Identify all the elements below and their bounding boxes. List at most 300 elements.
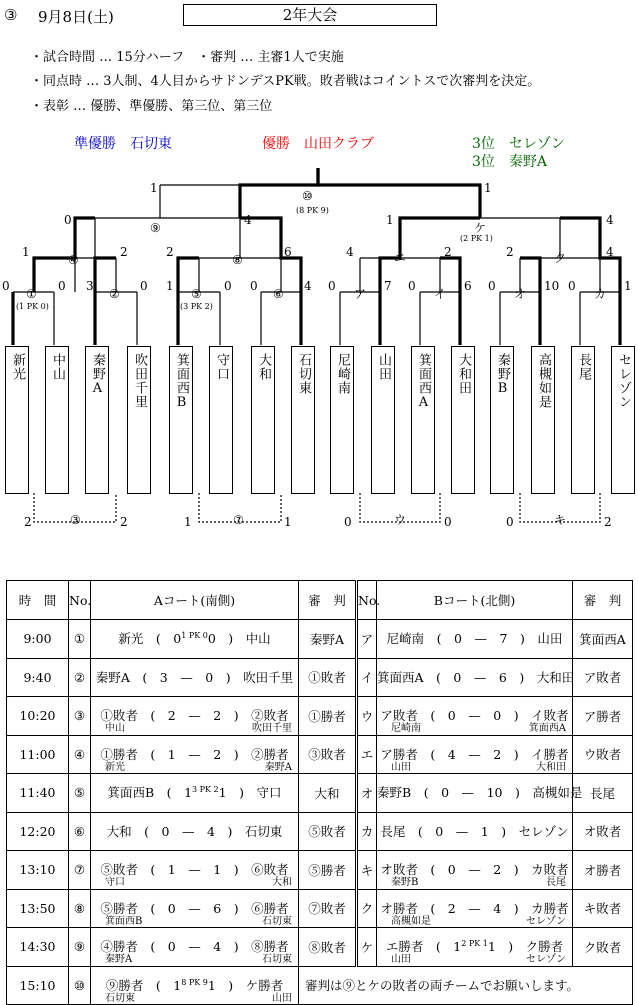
left-team-actual: 守口 (105, 877, 125, 888)
header-court-a: Aコート(南側) (91, 581, 299, 620)
match-time: 14:30 (7, 928, 69, 967)
right-team: 守口 (256, 785, 282, 800)
match-6-label: ⑥ (273, 287, 284, 301)
left-team: 大和 (106, 823, 132, 839)
right-team: セレゾン (518, 823, 569, 839)
score-round1: 0 (224, 279, 232, 293)
referee-b: ウ敗者 (573, 735, 633, 774)
left-team: ⑨勝者 (105, 977, 144, 993)
match-number-a: ① (69, 620, 91, 659)
score-round1: 1 (166, 279, 174, 293)
referee-a: ⑧敗者 (299, 928, 357, 967)
team-box (85, 346, 109, 494)
score-round1: 10 (544, 279, 560, 293)
left-team: ア敗者 (380, 708, 418, 723)
score-right: 4 (493, 900, 502, 916)
dash: — (455, 823, 469, 839)
header-referee-b: 審 判 (573, 581, 633, 620)
match-number-b: カ (357, 812, 377, 851)
right-team-actual: 石切東 (262, 915, 292, 927)
right-team: ク勝者 (525, 939, 564, 954)
team-name: 山田 (376, 353, 391, 381)
match-cell: ①勝者 ( 1 — 2 ) ②勝者 新光 秦野A (100, 746, 292, 773)
pk-score: 1 PK 0 (181, 630, 208, 640)
match-o-label: オ (514, 287, 527, 301)
match-time: 9:00 (7, 620, 69, 659)
team-box (251, 346, 275, 494)
match-cell: 大和 ( 0 — 4 ) 石切東 (106, 823, 283, 839)
match-cell: ⑤敗者 ( 1 — 1 ) ⑥敗者 守口 大和 (100, 862, 292, 888)
schedule-row (7, 735, 633, 774)
score-left: 1 (453, 939, 462, 954)
team-box (45, 346, 69, 494)
match-number-a: ⑤ (69, 774, 91, 813)
team-box (5, 346, 29, 494)
score-round1: 6 (464, 279, 472, 293)
score-semifinal: 1 (386, 213, 394, 227)
score-consolation: 0 (506, 515, 514, 529)
left-team: オ敗者 (380, 862, 418, 877)
match-8-label: ⑧ (232, 253, 243, 267)
score-right: 6 (498, 669, 507, 685)
score-right: 1 (480, 823, 489, 839)
right-team-actual: セレゾン (526, 915, 566, 927)
left-team: ア勝者 (380, 746, 418, 762)
schedule-row (7, 620, 633, 659)
page-title: 2年大会 (183, 4, 437, 26)
score-left: 1 (167, 746, 176, 762)
score-round2: 1 (22, 245, 30, 259)
match-4-label: ④ (68, 253, 79, 267)
left-team: 箕面西A (377, 669, 424, 685)
right-team: ⑥勝者 (251, 900, 289, 916)
dash: — (182, 823, 195, 839)
left-team-actual: 高槻如是 (391, 915, 431, 927)
score-left: 0 (167, 939, 176, 954)
right-team: イ敗者 (531, 708, 569, 723)
match-cell: エ勝者 ( $1^{2 PK 1}1$ ) ク勝者 山田 セレゾン (385, 938, 566, 965)
right-team-actual: 大和田 (536, 761, 566, 773)
match-ke-pk: (2 PK 1) (460, 234, 493, 243)
pk-score: 8 PK 9 (181, 977, 208, 987)
score-left: 4 (447, 746, 456, 762)
score-round1: 0 (568, 279, 576, 293)
match-number-a: ⑧ (69, 889, 91, 928)
schedule-row (7, 966, 633, 1005)
score-round2: 2 (166, 245, 174, 259)
match-7-label: ⑦ (233, 513, 244, 527)
pk-score: 2 PK 1 (461, 938, 488, 948)
match-cell: 尼崎南 ( 0 — 7 ) 山田 (386, 631, 563, 646)
result-runner-up: 準優勝 石切東 (74, 136, 172, 152)
dash: — (188, 746, 201, 762)
score-left: 0 (447, 708, 456, 723)
match-ku-label: ク (554, 251, 567, 265)
score-round2: 4 (606, 245, 614, 259)
match-number-a: ⑩ (69, 966, 91, 1005)
header-time: 時 間 (7, 581, 69, 620)
score-round2: 6 (284, 245, 292, 259)
match-time: 15:10 (7, 966, 69, 1005)
right-team-actual: 長尾 (546, 877, 566, 888)
left-team-actual: 箕面西B (105, 915, 143, 927)
team-name: 秦野B (495, 353, 510, 397)
right-team: 吹田千里 (243, 669, 294, 685)
right-team: カ勝者 (531, 900, 569, 916)
match-number-b: ク (357, 889, 377, 928)
score-consolation: 0 (344, 515, 352, 529)
referee-a: ⑤勝者 (299, 851, 357, 890)
score-right: 2 (493, 862, 502, 877)
right-team: ⑧勝者 (251, 939, 289, 954)
match-ke-label: ケ (474, 221, 487, 235)
left-team: ①勝者 (100, 746, 138, 762)
team-box (571, 346, 595, 494)
score-left: 1 (184, 785, 193, 800)
team-name: 大和田 (456, 353, 471, 395)
match-1-label: ① (26, 287, 37, 301)
result-third-2: 3位 秦野A (472, 154, 548, 170)
team-name: 石切東 (296, 353, 311, 395)
score-right: 1 (218, 785, 227, 800)
referee-b: ク敗者 (573, 928, 633, 967)
score-round1: 0 (58, 279, 66, 293)
score-left: 3 (159, 669, 168, 685)
score-consolation: 1 (284, 515, 292, 529)
match-number-b: ケ (357, 928, 377, 967)
team-box (531, 346, 555, 494)
score-final: 1 (484, 181, 492, 195)
referee-a: ①敗者 (299, 658, 357, 697)
match-cell: ①敗者 ( 2 — 2 ) ②敗者 中山 吹田千里 (100, 708, 292, 734)
match-cell: 秦野A ( 3 — 0 ) 吹田千里 (95, 669, 294, 685)
score-right: 1 (213, 862, 222, 877)
dash: — (188, 939, 201, 954)
header-no-a: No. (69, 581, 91, 620)
team-box (411, 346, 435, 494)
score-right: 6 (213, 900, 222, 916)
schedule-row (7, 928, 633, 967)
dash: — (468, 900, 481, 916)
section-number: ③ (4, 6, 18, 24)
left-team: ⑤勝者 (100, 900, 138, 916)
left-team: ④勝者 (100, 939, 138, 954)
left-team-actual: 山田 (391, 761, 411, 773)
left-team-actual: 秦野A (105, 954, 133, 965)
score-round1: 4 (304, 279, 312, 293)
team-name: 中山 (50, 353, 65, 381)
right-team: 石切東 (244, 823, 283, 839)
left-team: 箕面西B (107, 785, 155, 800)
score-round1: 0 (488, 279, 496, 293)
right-team: ⑥敗者 (251, 862, 289, 877)
team-name: 吹田千里 (132, 353, 147, 409)
match-ka-label: カ (594, 287, 607, 301)
left-team: 尼崎南 (386, 631, 425, 646)
referee-b: ア勝者 (573, 697, 633, 736)
schedule-row (7, 697, 633, 736)
match-time: 12:20 (7, 812, 69, 851)
match-number-b: オ (357, 774, 377, 813)
score-right: 0 (205, 669, 214, 685)
schedule-row (7, 889, 633, 928)
score-right: 1 (487, 939, 496, 954)
left-team-actual: 山田 (391, 954, 411, 965)
team-box (490, 346, 514, 494)
right-team: ケ勝者 (245, 977, 284, 993)
match-ki-label: キ (554, 513, 567, 527)
right-team: イ勝者 (531, 746, 569, 762)
match-3-label: ③ (70, 513, 81, 527)
referee-a: 大和 (299, 774, 357, 813)
referee-b: キ敗者 (573, 889, 633, 928)
right-team-actual: 石切東 (262, 954, 292, 965)
rule-tiebreak: ・同点時 … 3人制、4人目からサドンデスPK戦。敗者戦はコイントスで次審判を決定。 (30, 74, 541, 89)
team-name: 秦野A (90, 353, 105, 397)
schedule-row (7, 812, 633, 851)
score-right: 4 (213, 939, 222, 954)
dash: — (461, 785, 475, 800)
referee-a: ①勝者 (299, 697, 357, 736)
right-team: ②敗者 (251, 708, 289, 723)
score-semifinal: 4 (606, 213, 614, 227)
match-time: 11:40 (7, 774, 69, 813)
match-time: 11:00 (7, 735, 69, 774)
score-consolation: 2 (120, 515, 128, 529)
left-team: エ勝者 (385, 939, 424, 954)
team-box (330, 346, 354, 494)
dash: — (188, 900, 201, 916)
score-right: 2 (213, 708, 222, 723)
dash: — (474, 631, 487, 646)
match-cell: 長尾 ( 0 — 1 ) セレゾン (380, 823, 569, 839)
match-1-pk: (1 PK 0) (16, 302, 49, 311)
left-team: オ勝者 (380, 900, 418, 916)
schedule-row (7, 774, 633, 813)
match-5-label: ⑤ (191, 287, 202, 301)
referee-b: ア敗者 (573, 658, 633, 697)
team-box (611, 346, 635, 494)
referee-b: オ敗者 (573, 812, 633, 851)
match-cell: オ勝者 ( 2 — 4 ) カ勝者 高槻如是 セレゾン (380, 900, 569, 927)
team-box (291, 346, 315, 494)
score-round1: 0 (328, 279, 336, 293)
match-a-label: ア (354, 287, 367, 301)
referee-a: ⑤敗者 (299, 812, 357, 851)
score-right: 7 (499, 631, 508, 646)
score-right: 2 (493, 746, 502, 762)
score-left: 0 (161, 823, 170, 839)
score-right: 4 (207, 823, 215, 839)
score-consolation: 1 (184, 515, 192, 529)
score-round1: 3 (86, 279, 94, 293)
right-team-actual: 大和 (272, 877, 292, 888)
match-number-a: ③ (69, 697, 91, 736)
result-third-1: 3位 セレゾン (472, 136, 565, 152)
right-team-actual: 山田 (272, 992, 292, 1004)
left-team-actual: 秦野B (391, 877, 419, 888)
match-cell: オ敗者 ( 0 — 2 ) カ敗者 秦野B 長尾 (380, 862, 569, 888)
right-team: 高槻如是 (532, 785, 583, 800)
score-round1: 0 (140, 279, 148, 293)
score-left: 0 (447, 862, 456, 877)
score-left: 0 (454, 631, 462, 646)
match-cell: ⑤勝者 ( 0 — 6 ) ⑥勝者 箕面西B 石切東 (100, 900, 292, 927)
score-round1: 1 (624, 279, 632, 293)
referee-note: 審判は⑨とケの敗者の両チームでお願いします。 (299, 966, 633, 1005)
event-date: 9月8日(土) (38, 8, 114, 26)
team-name: 守口 (214, 353, 229, 381)
team-name: 大和 (256, 353, 271, 381)
match-number-a: ④ (69, 735, 91, 774)
team-box (169, 346, 193, 494)
team-name: 新光 (10, 353, 25, 381)
score-left: 2 (447, 900, 456, 916)
team-box (127, 346, 151, 494)
score-left: 1 (173, 977, 182, 993)
match-number-a: ② (69, 658, 91, 697)
score-left: 1 (167, 862, 176, 877)
match-number-a: ⑦ (69, 851, 91, 890)
header-referee-a: 審 判 (299, 581, 357, 620)
score-right: 1 (207, 977, 216, 993)
referee-a: 秦野A (299, 620, 357, 659)
match-number-a: ⑥ (69, 812, 91, 851)
match-10-label: ⑩ (302, 189, 313, 203)
right-team-actual: 秦野A (264, 761, 292, 773)
left-team: 長尾 (380, 823, 406, 839)
match-5-pk: (3 PK 2) (180, 302, 213, 311)
score-round2: 2 (506, 245, 514, 259)
match-time: 10:20 (7, 697, 69, 736)
left-team-actual: 中山 (105, 723, 125, 734)
match-2-label: ② (109, 287, 120, 301)
right-team-actual: 箕面西A (528, 723, 566, 734)
match-cell: 秦野B ( 0 — 10 ) 高槻如是 (377, 785, 583, 800)
score-consolation: 2 (24, 515, 32, 529)
schedule-header-row (7, 581, 633, 620)
referee-a: ⑦敗者 (299, 889, 357, 928)
match-time: 13:10 (7, 851, 69, 890)
dash: — (473, 669, 487, 685)
score-round1: 0 (408, 279, 416, 293)
team-name: 尼崎南 (335, 353, 350, 395)
score-left: 0 (453, 669, 462, 685)
match-number-b: エ (357, 735, 377, 774)
score-round2: 2 (120, 245, 128, 259)
match-number-b: ウ (357, 697, 377, 736)
team-name: 箕面西B (174, 353, 189, 411)
match-i-label: イ (434, 287, 447, 301)
score-round2: 4 (346, 245, 354, 259)
match-number-b: ア (357, 620, 377, 659)
team-box (209, 346, 233, 494)
right-team: ②勝者 (251, 746, 289, 762)
header-no-b: No. (357, 581, 377, 620)
match-cell: 箕面西A ( 0 — 6 ) 大和田 (377, 669, 575, 685)
score-round1: 7 (384, 279, 392, 293)
match-cell: ④勝者 ( 0 — 4 ) ⑧勝者 秦野A 石切東 (100, 939, 292, 965)
referee-b: 長尾 (573, 774, 633, 813)
score-left: 2 (167, 708, 176, 723)
match-time: 9:40 (7, 658, 69, 697)
dash: — (188, 708, 201, 723)
team-box (371, 346, 395, 494)
rule-match-time: ・試合時間 … 15分ハーフ ・審判 … 主審1人で実施 (30, 50, 344, 65)
match-e-label: エ (394, 251, 407, 265)
score-left: 0 (435, 823, 444, 839)
left-team: ⑤敗者 (100, 862, 138, 877)
score-consolation: 0 (444, 515, 452, 529)
score-round2: 2 (444, 245, 452, 259)
left-team-actual: 石切東 (105, 992, 135, 1004)
referee-b: 箕面西A (573, 620, 633, 659)
left-team: 新光 (118, 631, 144, 646)
match-time: 13:50 (7, 889, 69, 928)
dash: — (180, 669, 193, 685)
team-box (451, 346, 475, 494)
dash: — (468, 746, 481, 762)
dash: — (468, 862, 481, 877)
team-name: 箕面西A (416, 353, 431, 411)
rule-awards: ・表彰 … 優勝、準優勝、第三位、第三位 (30, 99, 273, 114)
score-consolation: 2 (604, 515, 612, 529)
left-team: ①敗者 (100, 708, 138, 723)
team-name: セレゾン (616, 353, 631, 409)
left-team-actual: 尼崎南 (391, 723, 421, 734)
right-team: 山田 (537, 631, 563, 646)
score-final: 1 (150, 181, 158, 195)
score-round1: 0 (2, 279, 10, 293)
dash: — (188, 862, 201, 877)
schedule-table (6, 580, 633, 1005)
referee-a: ③敗者 (299, 735, 357, 774)
dash: — (468, 708, 481, 723)
header-court-b: Bコート(北側) (377, 581, 573, 620)
schedule-row (7, 658, 633, 697)
match-10-pk: (8 PK 9) (296, 206, 329, 215)
pk-score: 3 PK 2 (192, 784, 219, 794)
result-winner: 優勝 山田クラブ (262, 136, 374, 152)
score-semifinal: 0 (64, 213, 72, 227)
match-9-label: ⑨ (150, 221, 161, 235)
score-semifinal: 4 (244, 213, 252, 227)
score-round1: 0 (250, 279, 258, 293)
right-team: カ敗者 (531, 862, 569, 877)
team-name: 長尾 (576, 353, 591, 381)
score-right: 10 (486, 785, 503, 800)
left-team: 秦野A (95, 669, 130, 685)
match-number-b: イ (357, 658, 377, 697)
team-name: 高槻如是 (536, 353, 551, 409)
left-team: 秦野B (377, 785, 412, 800)
right-team-actual: セレゾン (526, 954, 566, 965)
match-number-a: ⑨ (69, 928, 91, 967)
right-team-actual: 吹田千里 (252, 723, 292, 734)
match-u-label: ウ (394, 513, 407, 527)
right-team: 大和田 (536, 669, 575, 685)
match-cell: ア敗者 ( 0 — 0 ) イ敗者 尼崎南 箕面西A (380, 708, 569, 734)
left-team-actual: 新光 (105, 761, 125, 773)
score-left: 0 (441, 785, 450, 800)
match-number-b: キ (357, 851, 377, 890)
schedule-row (7, 851, 633, 890)
score-left: 0 (167, 900, 176, 916)
score-left: 0 (173, 631, 182, 646)
match-cell: 箕面西B ( $1^{3 PK 2}1$ ) 守口 (107, 784, 282, 800)
score-right: 0 (207, 631, 216, 646)
score-right: 0 (493, 708, 502, 723)
